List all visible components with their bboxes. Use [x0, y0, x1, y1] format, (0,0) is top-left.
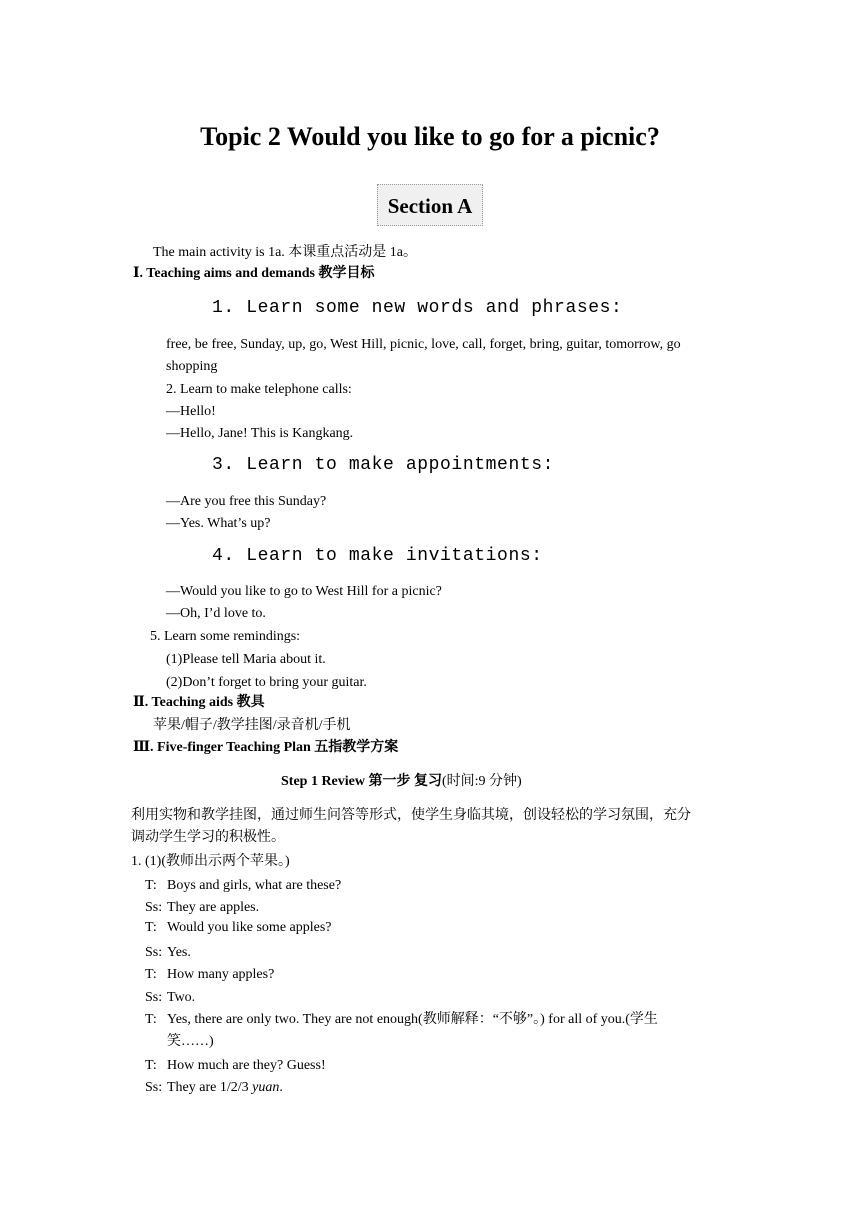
dialogue-line	[145, 1033, 214, 1050]
words-list-line2: shopping	[166, 359, 218, 374]
aim-item-3: 3. Learn to make appointments:	[212, 455, 555, 475]
aim-item-4-line2: —Oh, I’d love to.	[166, 606, 266, 621]
utterance: Yes.	[167, 945, 191, 960]
step1-heading	[281, 773, 522, 790]
main-activity-text: The main activity is 1a. 本课重点活动是 1a。	[153, 245, 418, 260]
aim-item-3-line1: —Are you free this Sunday?	[166, 494, 327, 509]
section-heading: Section A	[377, 184, 483, 226]
dialogue-line	[145, 1057, 326, 1074]
speaker: Ss:	[145, 990, 163, 1005]
utterance: Two.	[167, 990, 196, 1005]
utterance: Yes, there are only two. They are not enough(教师解释：“不够”。) for all of you.(学生	[167, 1012, 658, 1027]
yuan-word: yuan	[252, 1080, 280, 1095]
aim-item-2: 2. Learn to make telephone calls:	[166, 382, 352, 397]
dialogue-line	[145, 877, 341, 894]
utterance: They are 1/2/3	[167, 1080, 253, 1095]
speaker: Ss:	[145, 945, 163, 960]
speaker: Ss:	[145, 1080, 163, 1095]
dialogue-line	[145, 919, 332, 936]
speaker: T:	[145, 878, 157, 893]
speaker: Ss:	[145, 900, 163, 915]
utterance: How much are they? Guess!	[167, 1058, 326, 1073]
utterance: Boys and girls, what are these?	[167, 878, 342, 893]
utterance: How many apples?	[167, 967, 275, 982]
dialogue-line	[145, 966, 274, 983]
dialogue-line	[145, 1011, 658, 1028]
aim-item-1: 1. Learn some new words and phrases:	[212, 298, 623, 318]
activity-1: 1. (1)(教师出示两个苹果。)	[131, 854, 290, 869]
dialogue-line	[145, 1079, 283, 1096]
plan-heading: Ⅲ. Five-finger Teaching Plan 五指教学方案	[133, 740, 399, 755]
intro-line1: 利用实物和教学挂图，通过师生问答等形式，使学生身临其境，创设轻松的学习氛围，充分	[131, 808, 691, 823]
dialogue-line	[145, 899, 259, 916]
dialogue-line	[145, 989, 195, 1006]
aim-item-5-line1: (1)Please tell Maria about it.	[166, 652, 326, 667]
aim-item-2-line1: —Hello!	[166, 404, 216, 419]
aim-item-4: 4. Learn to make invitations:	[212, 546, 543, 566]
words-list-line1: free, be free, Sunday, up, go, West Hill, picnic, love, call, forget, bring, guitar, tomorrow, go	[166, 337, 681, 352]
aims-heading: Ⅰ. Teaching aims and demands 教学目标	[133, 266, 375, 281]
step1-time: (时间:9 分钟)	[442, 774, 522, 789]
aim-item-5: 5. Learn some remindings:	[150, 629, 301, 644]
utterance: Would you like some apples?	[167, 920, 332, 935]
intro-line2: 调动学生学习的积极性。	[131, 830, 285, 845]
sentence-end: .	[279, 1080, 283, 1095]
aids-heading: Ⅱ. Teaching aids 教具	[133, 695, 265, 710]
speaker: T:	[145, 920, 157, 935]
speaker: T:	[145, 967, 157, 982]
utterance: They are apples.	[167, 900, 260, 915]
dialogue-line	[145, 944, 191, 961]
step1-label: Step 1 Review 第一步 复习	[281, 774, 442, 789]
speaker: T:	[145, 1012, 157, 1027]
page-title: Topic 2 Would you like to go for a picnic?	[200, 122, 660, 151]
aids-text: 苹果/帽子/教学挂图/录音机/手机	[153, 718, 351, 733]
aim-item-3-line2: —Yes. What’s up?	[166, 516, 271, 531]
aim-item-5-line2: (2)Don’t forget to bring your guitar.	[166, 675, 367, 690]
aim-item-2-line2: —Hello, Jane! This is Kangkang.	[166, 426, 354, 441]
aim-item-4-line1: —Would you like to go to West Hill for a picnic?	[166, 584, 442, 599]
speaker: T:	[145, 1058, 157, 1073]
utterance: 笑……)	[167, 1034, 214, 1049]
